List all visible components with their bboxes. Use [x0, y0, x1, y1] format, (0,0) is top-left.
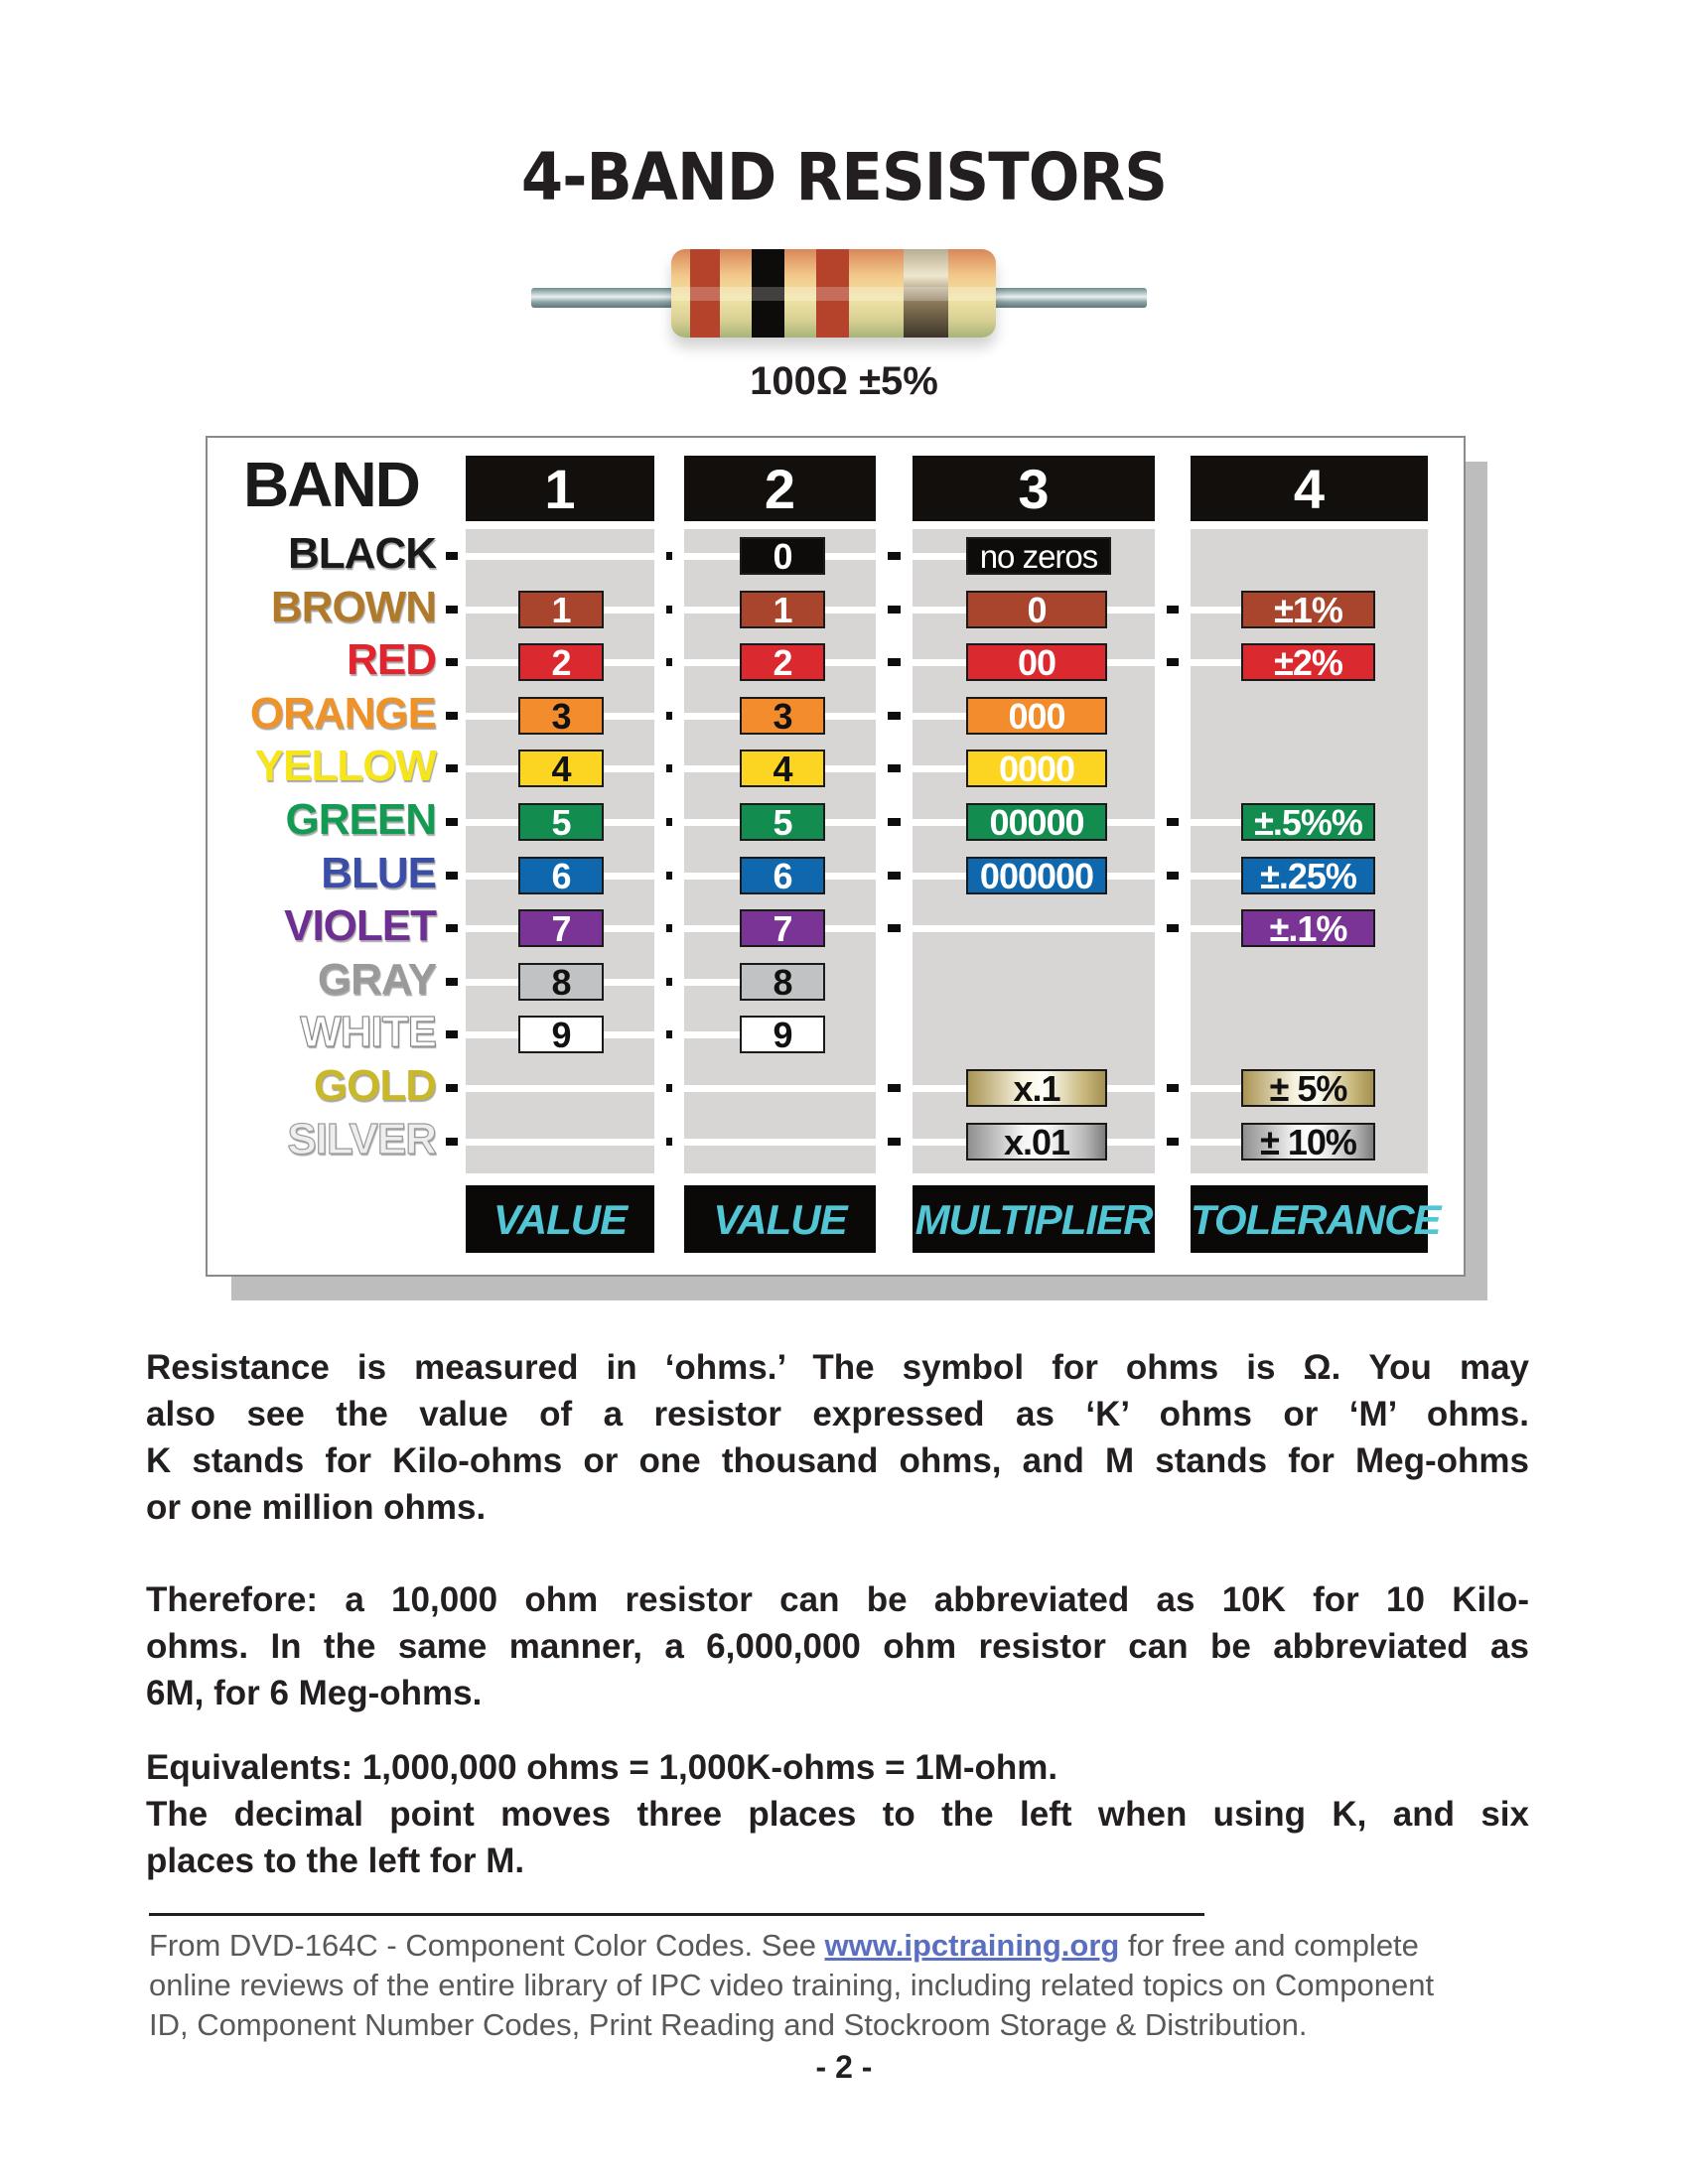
paragraph-line: ohms. In the same manner, a 6,000,000 ohm resistor can be abbreviated as [146, 1627, 1529, 1666]
code-chip-red-band-3: 00 [966, 643, 1107, 681]
row-connector [666, 1084, 672, 1092]
row-connector [888, 552, 901, 560]
code-chip-white-band-2: 9 [740, 1016, 825, 1053]
row-connector [888, 1138, 901, 1146]
row-guide-line [1191, 607, 1246, 614]
row-connector [446, 818, 458, 826]
code-chip-green-band-2: 5 [740, 803, 825, 841]
code-chip-red-band-4: ±2% [1241, 643, 1375, 681]
code-chip-green-band-4: ±.5%% [1241, 803, 1375, 841]
row-connector [666, 552, 672, 560]
color-label-violet: VIOLET [284, 901, 436, 950]
code-chip-blue-band-4: ±.25% [1241, 857, 1375, 894]
color-label-red: RED [347, 635, 436, 684]
paragraph-line: K stands for Kilo-ohms or one thousand ohms, and M stands for Meg-ohms [146, 1441, 1529, 1480]
code-chip-orange-band-1: 3 [518, 697, 604, 735]
paragraph-line: Therefore: a 10,000 ohm resistor can be abbreviated as 10K for 10 Kilo- [146, 1580, 1529, 1619]
row-connector [666, 818, 672, 826]
row-connector [888, 872, 901, 880]
footer-line-3: ID, Component Number Codes, Print Reading and Stockroom Storage & Distribution. [149, 2007, 1308, 2042]
code-chip-brown-band-2: 1 [740, 591, 825, 628]
code-chip-gold-band-4: ± 5% [1241, 1069, 1375, 1107]
paragraph-1 [146, 1344, 1529, 1531]
row-connector [888, 1084, 901, 1092]
row-guide-line [913, 553, 971, 560]
code-chip-violet-band-2: 7 [740, 909, 825, 947]
code-chip-yellow-band-1: 4 [518, 750, 604, 787]
footer-divider [149, 1913, 1204, 1916]
footer-note [149, 1926, 1534, 2045]
row-connector [888, 658, 901, 666]
row-guide-line [466, 1139, 654, 1146]
row-connector [1167, 924, 1179, 932]
code-chip-yellow-band-3: 0000 [966, 750, 1107, 787]
color-label-green: GREEN [285, 795, 436, 844]
row-connector [666, 712, 672, 720]
row-connector [1167, 872, 1179, 880]
row-connector [666, 764, 672, 772]
code-chip-brown-band-3: 0 [966, 591, 1107, 628]
row-connector [446, 924, 458, 932]
row-guide-line [1191, 1085, 1246, 1092]
code-chip-blue-band-2: 6 [740, 857, 825, 894]
row-connector [446, 552, 458, 560]
band-1-header: 1 [466, 456, 654, 521]
row-connector [666, 658, 672, 666]
row-connector [888, 606, 901, 614]
paragraph-line: or one million ohms. [146, 1488, 487, 1527]
code-chip-yellow-band-2: 4 [740, 750, 825, 787]
paragraph-3 [146, 1744, 1529, 1884]
code-chip-green-band-3: 00000 [966, 803, 1107, 841]
row-guide-line [684, 979, 745, 986]
code-chip-orange-band-2: 3 [740, 697, 825, 735]
page-title: 4-BAND RESISTORS [520, 139, 1168, 215]
code-chip-blue-band-3: 000000 [966, 857, 1107, 894]
band-3-footer: MULTIPLIER [913, 1185, 1155, 1253]
band-3-header: 3 [913, 456, 1155, 521]
row-connector [1167, 1084, 1179, 1092]
paragraph-line: places to the left for M. [146, 1842, 525, 1880]
band-heading: BAND [243, 449, 419, 520]
resistor-value-label: 100Ω ±5% [750, 359, 938, 403]
code-chip-brown-band-1: 1 [518, 591, 604, 628]
color-label-black: BLACK [288, 529, 436, 578]
color-label-silver: SILVER [287, 1115, 436, 1163]
row-connector [446, 712, 458, 720]
row-connector [446, 872, 458, 880]
footer-line-2: online reviews of the entire library of IPC video training, including related topics on Component [149, 1968, 1435, 2002]
row-connector [1167, 818, 1179, 826]
code-chip-gray-band-1: 8 [518, 963, 604, 1001]
row-connector [446, 1084, 458, 1092]
row-guide-line [913, 765, 971, 772]
row-connector [1167, 1138, 1179, 1146]
code-chip-gold-band-3: x.1 [966, 1069, 1107, 1107]
code-chip-green-band-1: 5 [518, 803, 604, 841]
color-label-gold: GOLD [313, 1061, 436, 1110]
code-chip-blue-band-1: 6 [518, 857, 604, 894]
row-connector [666, 872, 672, 880]
color-label-white: WHITE [300, 1008, 436, 1056]
band-4-footer: TOLERANCE [1191, 1185, 1428, 1253]
paragraph-line: Equivalents: 1,000,000 ohms = 1,000K-ohms = 1M-ohm. [146, 1748, 1058, 1787]
footer-line-1: From DVD-164C - Component Color Codes. See www.ipctraining.org for free and complete [149, 1928, 1419, 1963]
band-1-footer: VALUE [466, 1185, 654, 1253]
row-connector [888, 924, 901, 932]
code-chip-violet-band-1: 7 [518, 909, 604, 947]
row-guide-line [1191, 659, 1246, 666]
row-guide-line [913, 925, 1155, 932]
row-connector [666, 606, 672, 614]
row-guide-line [1191, 925, 1246, 932]
paragraph-line: Resistance is measured in ‘ohms.’ The symbol for ohms is Ω. You may [146, 1348, 1529, 1387]
row-connector [446, 606, 458, 614]
code-chip-silver-band-3: x.01 [966, 1123, 1107, 1160]
row-connector [666, 1030, 672, 1038]
row-guide-line [913, 713, 971, 720]
row-connector [1167, 658, 1179, 666]
row-connector [446, 978, 458, 986]
code-chip-orange-band-3: 000 [966, 697, 1107, 735]
code-chip-violet-band-4: ±.1% [1241, 909, 1375, 947]
row-guide-line [1191, 819, 1246, 826]
row-connector [888, 712, 901, 720]
color-label-gray: GRAY [317, 955, 436, 1004]
row-guide-line [684, 1139, 876, 1146]
code-chip-gray-band-2: 8 [740, 963, 825, 1001]
color-label-blue: BLUE [321, 849, 436, 897]
row-connector [446, 1138, 458, 1146]
row-connector [446, 1030, 458, 1038]
paragraph-line: 6M, for 6 Meg-ohms. [146, 1674, 483, 1712]
ipctraining-link[interactable]: www.ipctraining.org [824, 1928, 1120, 1963]
color-label-orange: ORANGE [249, 689, 436, 738]
row-guide-line [1191, 1139, 1246, 1146]
row-connector [888, 818, 901, 826]
code-chip-black-band-2: 0 [740, 537, 825, 575]
row-guide-line [1191, 873, 1246, 880]
row-guide-line [684, 1085, 876, 1092]
row-guide-line [684, 1031, 745, 1038]
paragraph-2 [146, 1576, 1529, 1716]
code-chip-white-band-1: 9 [518, 1016, 604, 1053]
band-4-header: 4 [1191, 456, 1428, 521]
color-label-yellow: YELLOW [254, 742, 436, 790]
row-connector [666, 1138, 672, 1146]
row-connector [446, 658, 458, 666]
row-guide-line [466, 1085, 654, 1092]
row-connector [446, 764, 458, 772]
row-connector [888, 764, 901, 772]
color-label-brown: BROWN [270, 583, 436, 631]
code-chip-black-band-3: no zeros [966, 537, 1111, 575]
row-guide-line [466, 553, 654, 560]
row-connector [1167, 606, 1179, 614]
code-chip-brown-band-4: ±1% [1241, 591, 1375, 628]
page-number: - 2 - [815, 2049, 873, 2085]
code-chip-red-band-2: 2 [740, 643, 825, 681]
band-2-footer: VALUE [684, 1185, 876, 1253]
code-chip-silver-band-4: ± 10% [1241, 1123, 1375, 1160]
paragraph-line: The decimal point moves three places to the left when using K, and six [146, 1795, 1529, 1834]
paragraph-line: also see the value of a resistor expressed as ‘K’ ohms or ‘M’ ohms. [146, 1395, 1529, 1433]
row-connector [666, 978, 672, 986]
row-connector [666, 924, 672, 932]
code-chip-red-band-1: 2 [518, 643, 604, 681]
band-2-header: 2 [684, 456, 876, 521]
